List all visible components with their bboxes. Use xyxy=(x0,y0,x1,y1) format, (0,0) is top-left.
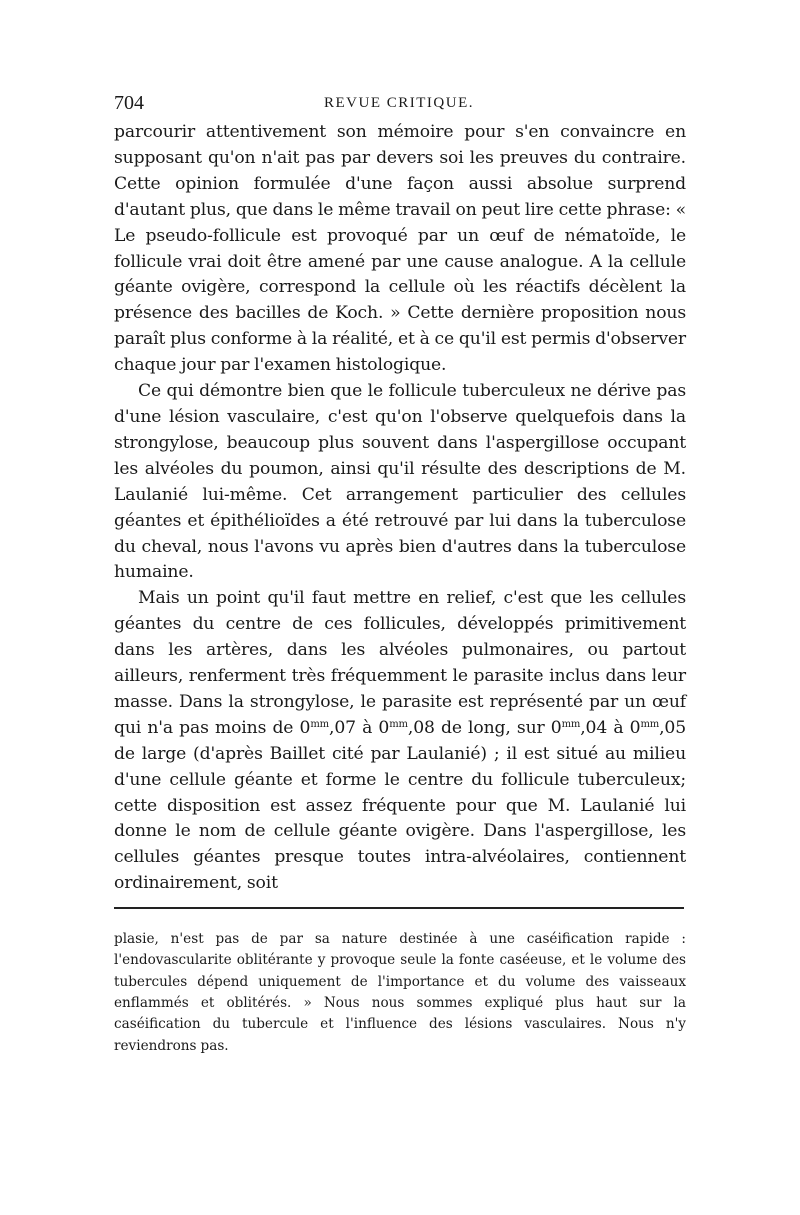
main-text xyxy=(114,120,686,897)
paragraph-text: ,05 de large (d'après Baillet cité par Laulanié) ; il est situé au milieu d'une cellule géante et forme le centre du follicule tuberculeux; cette disposition est assez fréquente pour que M. Laulanié lui donne le nom de cellule géante ovigère. Dans l'aspergillose, les cellules géantes presque toutes intra-alvéolaires, contiennent ordinairement, soit xyxy=(114,717,686,894)
paragraph-text: ,07 à 0 xyxy=(329,717,390,738)
unit-superscript: mm xyxy=(310,718,329,730)
unit-superscript: mm xyxy=(640,718,660,730)
journal-title: REVUE CRITIQUE. xyxy=(324,95,474,111)
book-page xyxy=(114,92,686,1057)
paragraph-text: Mais un point qu'il faut mettre en relief, c'est que les cellules géantes du centre de ces follicules, développés primitivement dans les artères, dans les alvéoles pulmonaires, ou partout ailleurs, renferment très fréquemment le parasite inclus dans leur masse. Dans la strongylose, le parasite est représenté par un œuf qui n'a pas moins de 0 xyxy=(114,588,686,738)
paragraph-continued: parcourir attentivement son mémoire pour s'en convaincre en supposant qu'on n'ait pas par devers soi les preuves du contraire. Cette opinion formulée d'une façon aussi absolue surprend d'autant plus, que dans le même travail on peut lire cette phrase: « Le pseudo-follicule est provoqué par un œuf de nématoïde, le follicule vrai doit être amené par une cause analogue. A la cellule géante ovigère, correspond la cellule où les réactifs décèlent la présence des bacilles de Koch. » Cette dernière proposition nous paraît plus conforme à la réalité, et à ce qu'il est permis d'observer chaque jour par l'examen histologique. xyxy=(114,122,686,376)
paragraph: Ce qui démontre bien que le follicule tuberculeux ne dérive pas d'une lésion vasculaire, c'est qu'on l'observe quelquefois dans la strongylose, beaucoup plus souvent dans l'aspergillose occupant les alvéoles du poumon, ainsi qu'il résulte des descriptions de M. Laulanié lui-même. Cet arrangement particulier des cellules géantes et épithélioïdes a été retrouvé par lui dans la tuberculose du cheval, nous l'avons vu après bien d'autres dans la tuberculose humaine. xyxy=(114,381,686,583)
paragraph-text: ,08 de long, sur 0 xyxy=(407,717,562,738)
footnote-text: plasie, n'est pas de par sa nature destinée à une caséification rapide : l'endovascularite oblitérante y provoque seule la fonte caséeuse, et le volume des tubercules dépend uniquement de l'importance et du volume des vaisseaux enflammés et oblitérés. » Nous nous sommes expliqué plus haut sur la caséification du tubercule et l'influence des lésions vasculaires. Nous n'y reviendrons pas. xyxy=(114,931,686,1054)
footnote-rule xyxy=(114,907,684,909)
unit-superscript: mm xyxy=(389,718,408,730)
unit-superscript: mm xyxy=(561,718,581,730)
paragraph-text: ,04 à 0 xyxy=(580,717,641,738)
footnote xyxy=(114,929,686,1057)
page-number: 704 xyxy=(114,92,144,114)
paragraph xyxy=(114,586,686,897)
running-head xyxy=(114,92,686,118)
